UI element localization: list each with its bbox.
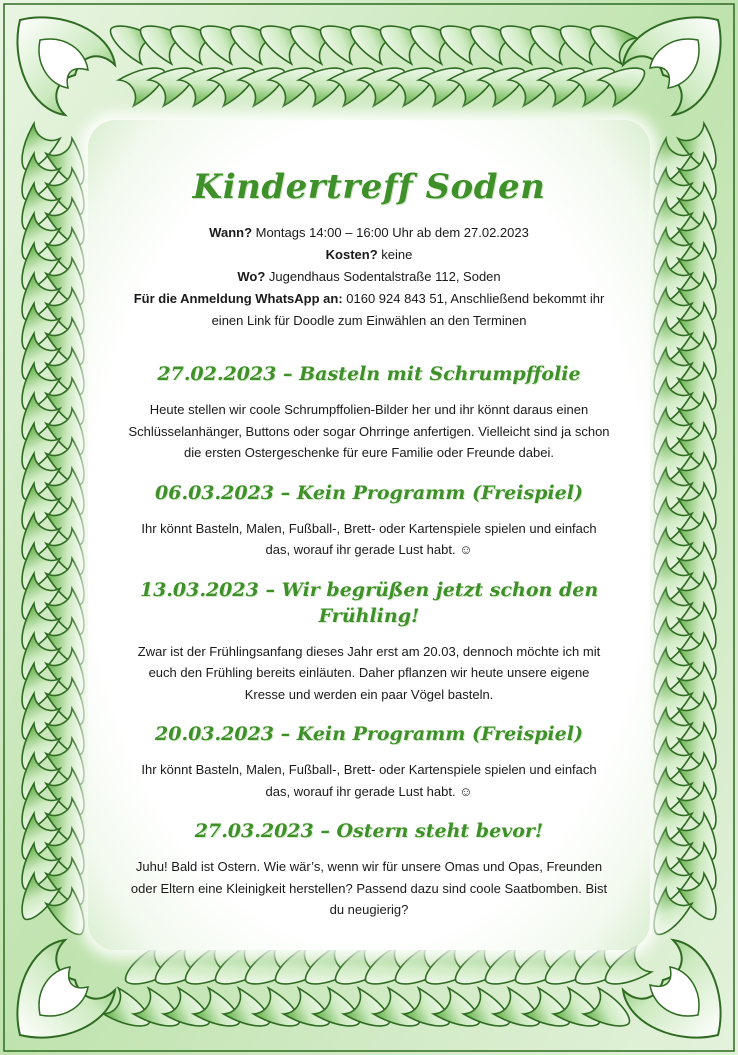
- section-heading: 27.03.2023 – Ostern steht bevor!: [194, 820, 544, 842]
- info-signup-line2: einen Link für Doodle zum Einwählen an den Terminen: [211, 313, 527, 328]
- section-line: Zwar ist der Frühlingsanfang dieses Jahr erst am 20.03, dennoch möchte ich mit: [137, 643, 601, 659]
- where-value: Jugendhaus Sodentalstraße 112, Soden: [265, 269, 501, 284]
- cost-label: Kosten?: [325, 247, 378, 262]
- cost-value: keine: [377, 247, 413, 262]
- section-line: das, worauf ihr gerade Lust habt. ☺: [265, 783, 473, 799]
- section-line: oder Eltern eine Kleinigkeit herstellen? Passend dazu sind coole Saatbomben. Bist: [130, 880, 608, 896]
- when-label: Wann?: [209, 225, 253, 240]
- when-value: Montags 14:00 – 16:00 Uhr ab dem 27.02.2023: [252, 225, 529, 240]
- section-5: [110, 818, 628, 921]
- section-line: Ihr könnt Basteln, Malen, Fußball-, Brett- oder Kartenspiele spielen und einfach: [141, 520, 597, 536]
- section-line: Juhu! Bald ist Ostern. Wie wär’s, wenn wir für unsere Omas und Opas, Freunden: [135, 859, 603, 874]
- info-where: [110, 266, 628, 288]
- section-line: Heute stellen wir coole Schrumpffolien-Bilder her und ihr könnt daraus einen: [149, 402, 589, 417]
- section-1: [110, 361, 628, 464]
- section-line: Ihr könnt Basteln, Malen, Fußball-, Brett- oder Kartenspiele spielen und einfach: [141, 762, 597, 777]
- section-line: euch den Frühling bereits einläuten. Daher pflanzen wir heute unsere eigene: [148, 665, 590, 680]
- info-when: [110, 222, 628, 244]
- section-4: [110, 721, 628, 802]
- section-heading: 20.03.2023 – Kein Programm (Freispiel): [155, 723, 583, 745]
- flyer-content: [110, 166, 628, 921]
- section-line: das, worauf ihr gerade Lust habt. ☺: [265, 542, 473, 557]
- signup-value: 0160 924 843 51, Anschließend bekommt ihr: [342, 291, 605, 306]
- section-3: [110, 577, 628, 706]
- section-line: die ersten Ostergeschenke für eure Familie oder Freunde dabei.: [184, 445, 554, 460]
- info-cost: [110, 244, 628, 266]
- info-signup: [110, 288, 628, 310]
- section-line: du neugierig?: [329, 902, 409, 917]
- signup-label: Für die Anmeldung WhatsApp an:: [133, 291, 343, 306]
- section-line: Kresse und werden ein paar Vögel basteln.: [244, 686, 494, 702]
- section-heading: 13.03.2023 – Wir begrüßen jetzt schon den Frühling!: [139, 578, 599, 627]
- flyer-title: Kindertreff Soden: [192, 167, 546, 207]
- section-heading: 06.03.2023 – Kein Programm (Freispiel): [155, 481, 583, 504]
- section-line: Schlüsselanhänger, Buttons oder sogar Ohrringe anfertigen. Vielleicht sind ja schon: [128, 423, 610, 439]
- where-label: Wo?: [237, 269, 266, 284]
- section-2: [110, 480, 628, 561]
- section-heading: 27.02.2023 – Basteln mit Schrumpffolie: [157, 363, 581, 385]
